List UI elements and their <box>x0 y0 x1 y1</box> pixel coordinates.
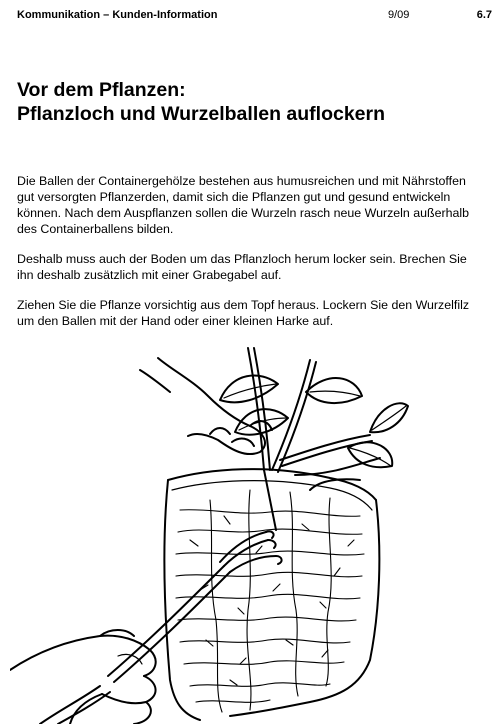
page-title <box>17 78 487 126</box>
plant-stems <box>248 348 380 475</box>
title-line-1: Vor dem Pflanzen: <box>17 79 186 101</box>
header-section: Kommunikation – Kunden-Information <box>17 9 218 21</box>
page-header <box>17 9 492 25</box>
header-number: 6.7 <box>476 9 492 21</box>
title-line-2: Pflanzloch und Wurzelballen auflockern <box>17 103 386 125</box>
rake-handle <box>40 686 110 724</box>
paragraph-loosen-rootball: Ziehen Sie die Pflanze vorsichtig aus dem Topf heraus. Lockern Sie den Wurzelfilz um den Ballen mit der Hand oder einer kleinen Harke auf. <box>17 298 470 328</box>
paragraph-loosen-soil: Deshalb muss auch der Boden um das Pflanzloch herum locker sein. Brechen Sie ihn deshalb zusätzlich mit einer Grabegabel auf. <box>17 252 467 282</box>
paragraph-container-soil: Die Ballen der Containergehölze bestehen aus humusreichen und mit Nährstoffen gut versorgten Pflanzerden, damit sich die Pflanzen gut und gesund entwickeln können. Nach dem Auspflanzen sollen die Wurzeln rasch neue Wurzeln außerhalb des Containerballens bilden. <box>17 174 470 236</box>
rootball-illustration <box>10 340 495 724</box>
header-date: 9/09 <box>388 9 410 21</box>
